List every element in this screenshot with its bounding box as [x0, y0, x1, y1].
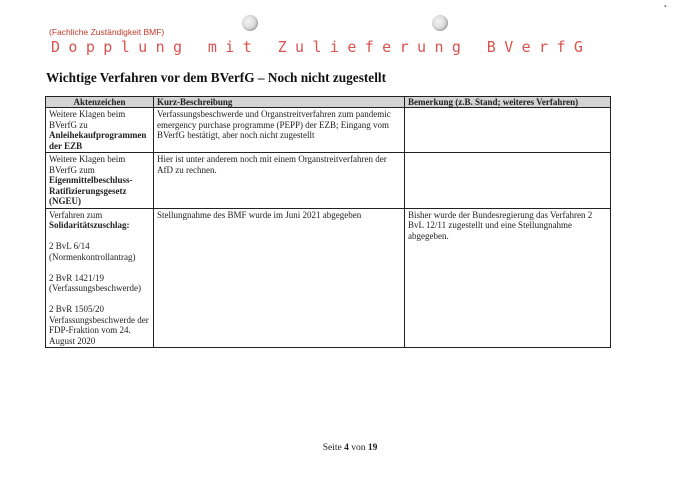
punch-hole-left — [242, 15, 258, 31]
current-page: 4 — [344, 443, 349, 453]
case-prefix: Weitere Klagen beim BVerfG zu — [49, 109, 126, 130]
case-prefix: Verfahren zum — [49, 209, 103, 220]
case-cell — [46, 208, 154, 348]
case-reference: 2 BvR 1421/19 (Verfassungsbeschwerde) — [49, 272, 141, 293]
remark-cell — [405, 108, 611, 153]
table-row — [46, 153, 611, 209]
header-description: Kurz-Beschreibung — [154, 97, 405, 108]
duplicate-stamp: Dopplung mit Zulieferung BVerfG — [51, 38, 592, 56]
remark-cell: Bisher wurde der Bundesregierung das Verfahren 2 BvL 12/11 zugestellt und eine Stellungnahme abgegeben. — [405, 208, 611, 348]
description-cell: Verfassungsbeschwerde und Organstreitverfahren zum pandemic emergency purchase programme (PEPP) der EZB; Eingang vom BVerfG bestätigt, aber noch nicht zugestellt — [154, 108, 405, 153]
table-row — [46, 108, 611, 153]
header-remark: Bemerkung (z.B. Stand; weiteres Verfahren) — [405, 97, 611, 108]
case-subject: Eigenmittelbeschluss-Ratifizierungsgesetz (NGEU) — [49, 175, 133, 206]
case-cell — [46, 108, 154, 153]
remark-cell — [405, 153, 611, 209]
description-cell: Stellungnahme des BMF wurde im Juni 2021 abgegeben — [154, 208, 405, 348]
page-number — [0, 443, 700, 453]
total-pages: 19 — [367, 443, 378, 453]
case-prefix: Weitere Klagen beim BVerfG zum — [49, 154, 126, 175]
page-label: Seite — [322, 443, 342, 453]
punch-hole-right — [432, 15, 448, 31]
page-title: Wichtige Verfahren vor dem BVerfG – Noch nicht zugestellt — [46, 70, 387, 85]
description-cell: Hier ist unter anderem noch mit einem Organstreitverfahren der AfD zu rechnen. — [154, 153, 405, 209]
page-separator: von — [351, 443, 366, 453]
scan-mark: • — [664, 2, 667, 11]
case-reference: 2 BvR 1505/20 Verfassungsbeschwerde der FDP-Fraktion vom 24. August 2020 — [49, 304, 149, 346]
case-reference: 2 BvL 6/14 (Normenkontrollantrag) — [49, 241, 136, 262]
case-subject: Anleihekaufprogrammen der EZB — [49, 130, 147, 151]
responsibility-note: (Fachliche Zuständigkeit BMF) — [49, 27, 165, 37]
case-cell — [46, 153, 154, 209]
table-row — [46, 208, 611, 348]
header-case-number: Aktenzeichen — [46, 97, 154, 108]
procedures-table — [45, 96, 611, 348]
table-header-row — [46, 97, 611, 108]
case-subject: Solidaritätszuschlag: — [49, 220, 130, 230]
